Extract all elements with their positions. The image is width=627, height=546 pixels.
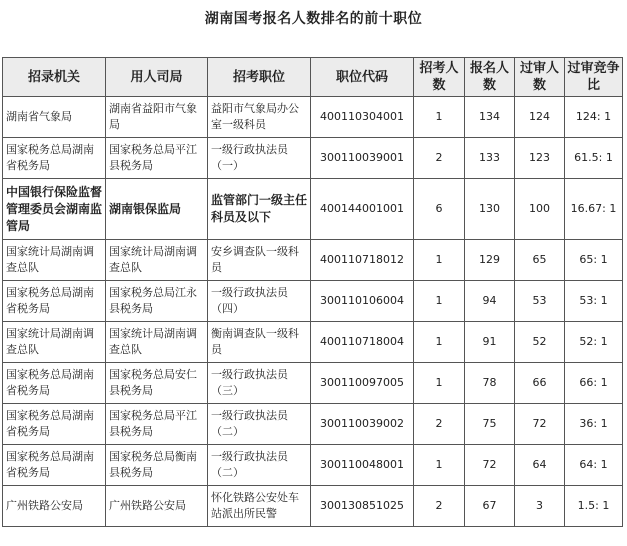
cell-position: 监管部门一级主任科员及以下 (208, 179, 311, 240)
cell-applicants: 129 (465, 240, 515, 281)
cell-ratio: 124: 1 (565, 97, 623, 138)
cell-employer: 国家税务总局平江县税务局 (106, 138, 208, 179)
cell-ratio: 1.5: 1 (565, 486, 623, 527)
cell-applicants: 130 (465, 179, 515, 240)
cell-quota: 2 (414, 486, 465, 527)
cell-applicants: 94 (465, 281, 515, 322)
cell-code: 300110039002 (311, 404, 414, 445)
cell-quota: 6 (414, 179, 465, 240)
cell-quota: 1 (414, 445, 465, 486)
table-row (3, 445, 623, 486)
cell-ratio: 64: 1 (565, 445, 623, 486)
cell-employer: 国家税务总局衡南县税务局 (106, 445, 208, 486)
cell-approved: 66 (515, 363, 565, 404)
cell-quota: 1 (414, 281, 465, 322)
cell-applicants: 133 (465, 138, 515, 179)
cell-quota: 1 (414, 363, 465, 404)
cell-applicants: 78 (465, 363, 515, 404)
cell-code: 300130851025 (311, 486, 414, 527)
cell-code: 400144001001 (311, 179, 414, 240)
cell-ratio: 16.67: 1 (565, 179, 623, 240)
table-row (3, 322, 623, 363)
cell-employer: 国家统计局湖南调查总队 (106, 240, 208, 281)
header-employer: 用人司局 (106, 58, 208, 97)
cell-quota: 1 (414, 322, 465, 363)
cell-code: 400110304001 (311, 97, 414, 138)
cell-applicants: 91 (465, 322, 515, 363)
cell-ratio: 53: 1 (565, 281, 623, 322)
cell-employer: 国家统计局湖南调查总队 (106, 322, 208, 363)
cell-quota: 2 (414, 404, 465, 445)
cell-position: 一级行政执法员（四） (208, 281, 311, 322)
cell-code: 300110106004 (311, 281, 414, 322)
cell-approved: 53 (515, 281, 565, 322)
cell-agency: 国家统计局湖南调查总队 (3, 322, 106, 363)
header-approved: 过审人数 (515, 58, 565, 97)
cell-approved: 65 (515, 240, 565, 281)
cell-ratio: 52: 1 (565, 322, 623, 363)
cell-agency: 中国银行保险监督管理委员会湖南监管局 (3, 179, 106, 240)
cell-approved: 72 (515, 404, 565, 445)
cell-employer: 湖南省益阳市气象局 (106, 97, 208, 138)
cell-code: 300110048001 (311, 445, 414, 486)
cell-position: 衡南调查队一级科员 (208, 322, 311, 363)
cell-position: 一级行政执法员（一） (208, 138, 311, 179)
cell-ratio: 61.5: 1 (565, 138, 623, 179)
header-applicants: 报名人数 (465, 58, 515, 97)
cell-approved: 123 (515, 138, 565, 179)
header-quota: 招考人数 (414, 58, 465, 97)
cell-agency: 国家税务总局湖南省税务局 (3, 363, 106, 404)
cell-agency: 湖南省气象局 (3, 97, 106, 138)
cell-position: 一级行政执法员（二） (208, 445, 311, 486)
page-title: 湖南国考报名人数排名的前十职位 (204, 11, 423, 27)
cell-code: 300110039001 (311, 138, 414, 179)
cell-approved: 100 (515, 179, 565, 240)
table-row (3, 404, 623, 445)
cell-employer: 国家税务总局安仁县税务局 (106, 363, 208, 404)
cell-approved: 124 (515, 97, 565, 138)
cell-ratio: 65: 1 (565, 240, 623, 281)
cell-agency: 国家税务总局湖南省税务局 (3, 281, 106, 322)
cell-position: 一级行政执法员（二） (208, 404, 311, 445)
cell-agency: 国家统计局湖南调查总队 (3, 240, 106, 281)
table-row (3, 486, 623, 527)
table-row (3, 97, 623, 138)
header-position: 招考职位 (208, 58, 311, 97)
table-row (3, 240, 623, 281)
cell-approved: 52 (515, 322, 565, 363)
cell-agency: 国家税务总局湖南省税务局 (3, 138, 106, 179)
cell-agency: 国家税务总局湖南省税务局 (3, 445, 106, 486)
table-body (3, 97, 623, 527)
cell-code: 400110718004 (311, 322, 414, 363)
cell-approved: 64 (515, 445, 565, 486)
ranking-table (2, 57, 623, 527)
cell-code: 400110718012 (311, 240, 414, 281)
cell-applicants: 72 (465, 445, 515, 486)
cell-employer: 广州铁路公安局 (106, 486, 208, 527)
table-row (3, 281, 623, 322)
cell-quota: 1 (414, 240, 465, 281)
cell-code: 300110097005 (311, 363, 414, 404)
table-row (3, 363, 623, 404)
cell-employer: 湖南银保监局 (106, 179, 208, 240)
cell-applicants: 67 (465, 486, 515, 527)
cell-quota: 2 (414, 138, 465, 179)
cell-approved: 3 (515, 486, 565, 527)
table-row (3, 138, 623, 179)
table-row (3, 179, 623, 240)
cell-employer: 国家税务总局平江县税务局 (106, 404, 208, 445)
cell-position: 益阳市气象局办公室一级科员 (208, 97, 311, 138)
table-header-row (3, 58, 623, 97)
cell-agency: 广州铁路公安局 (3, 486, 106, 527)
cell-agency: 国家税务总局湖南省税务局 (3, 404, 106, 445)
cell-position: 安乡调查队一级科员 (208, 240, 311, 281)
cell-ratio: 36: 1 (565, 404, 623, 445)
header-code: 职位代码 (311, 58, 414, 97)
cell-position: 怀化铁路公安处车站派出所民警 (208, 486, 311, 527)
cell-employer: 国家税务总局江永县税务局 (106, 281, 208, 322)
cell-position: 一级行政执法员（三） (208, 363, 311, 404)
header-agency: 招录机关 (3, 58, 106, 97)
cell-applicants: 75 (465, 404, 515, 445)
cell-applicants: 134 (465, 97, 515, 138)
cell-quota: 1 (414, 97, 465, 138)
header-ratio: 过审竞争比 (565, 58, 623, 97)
cell-ratio: 66: 1 (565, 363, 623, 404)
